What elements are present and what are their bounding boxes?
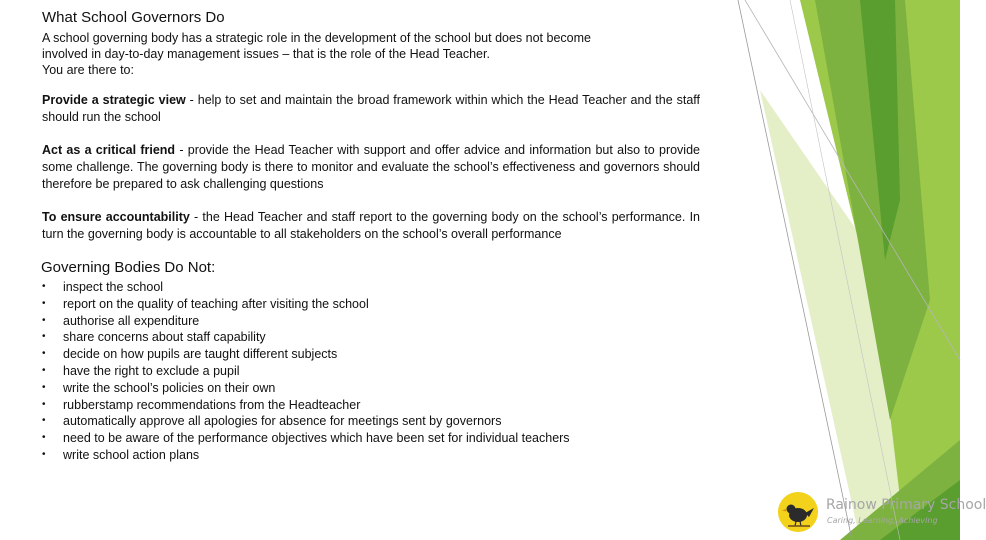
bullet-icon: • [42, 314, 46, 326]
list-item: • authorise all expenditure [42, 313, 200, 328]
list-item: • need to be aware of the performance objectives which have been set for individual teachers [42, 431, 570, 446]
do-not-heading: Governing Bodies Do Not: [41, 259, 216, 276]
school-logo [776, 490, 986, 535]
list-item: • report on the quality of teaching after visiting the school [42, 296, 369, 311]
logo-tagline: Caring, Learning, Achieving [827, 516, 938, 525]
bullet-icon: • [42, 381, 46, 393]
bullet-icon: • [42, 281, 46, 292]
intro-line-1: A school governing body has a strategic role in the development of the school but does not become [42, 31, 591, 45]
bird-emblem-icon [776, 490, 822, 536]
list-item: • automatically approve all apologies for absence for meetings sent by governors [42, 414, 502, 429]
list-item: • rubberstamp recommendations from the Headteacher [42, 397, 361, 412]
list-item: • write the school’s policies on their own [42, 380, 276, 395]
slide-title: What School Governors Do [42, 9, 225, 26]
intro-paragraph [42, 30, 700, 78]
role-text: - provide the Head Teacher with support and offer advice and information but also to provide some challenge. The governing body is there to monitor and evaluate the school’s effectiveness and governors should therefore be prepared to ask challenging questions [42, 143, 700, 191]
bullet-icon: • [42, 297, 46, 309]
bullet-icon: • [42, 448, 46, 460]
bullet-icon: • [42, 348, 46, 360]
role-text: - help to set and maintain the broad framework within which the Head Teacher and the staff should run the school [42, 93, 700, 124]
list-item: • share concerns about staff capability [42, 330, 266, 345]
role-heading: Provide a strategic view [42, 93, 186, 107]
role-critical-friend [42, 142, 700, 193]
logo-school-name: Rainow Primary School [826, 497, 986, 513]
role-heading: Act as a critical friend [42, 143, 176, 157]
role-heading: To ensure accountability [42, 210, 190, 224]
list-item: • decide on how pupils are taught different subjects [42, 347, 338, 362]
intro-line-2: involved in day-to-day management issues – that is the role of the Head Teacher. [42, 47, 490, 61]
bullet-icon: • [42, 331, 46, 343]
slide-content [42, 8, 700, 464]
bullet-icon: • [42, 364, 46, 376]
bullet-icon: • [42, 398, 46, 410]
bullet-icon: • [42, 415, 46, 427]
list-item: • inspect the school [42, 280, 164, 294]
role-strategic-view [42, 92, 700, 126]
list-item: • write school action plans [42, 447, 200, 462]
role-accountability [42, 209, 700, 243]
list-item: • have the right to exclude a pupil [42, 363, 240, 378]
do-not-list [42, 279, 700, 464]
role-text: - the Head Teacher and staff report to the governing body on the school’s performance. In turn the governing body is accountable to all stakeholders on the school’s overall performance [42, 210, 701, 241]
intro-line-3: You are there to: [42, 63, 134, 77]
bullet-icon: • [42, 432, 46, 444]
